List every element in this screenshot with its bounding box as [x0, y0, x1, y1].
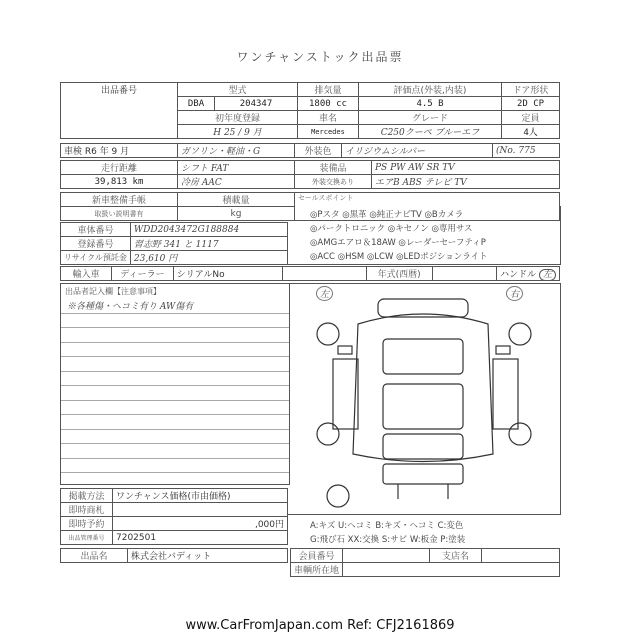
blank-cell: [283, 267, 366, 281]
date-label: 出品管理番号: [61, 531, 113, 545]
equipment-label: 装備品: [295, 161, 372, 175]
wheel-fl: [317, 323, 339, 345]
notes-line-1: ※各種傷・ヘコミ有り AW傷有: [61, 299, 289, 314]
notes-line: [61, 386, 289, 401]
diagram-right-label: 右: [506, 286, 523, 301]
first-reg-value: H 25 / 9 月: [178, 125, 298, 139]
membership-label: 会員番号: [291, 549, 343, 563]
notes-title: 出品者記入欄【注意事項】: [65, 287, 161, 296]
sales-point-1: ◎Pスタ ◎黒革 ◎純正ナビTV ◎Bカメラ: [310, 210, 464, 220]
color-number: (No. 775: [493, 144, 560, 158]
spec-table: [60, 82, 560, 139]
notes-line: [61, 415, 289, 430]
notes-line: [61, 430, 289, 445]
notes-line: [61, 328, 289, 343]
year-value: [432, 267, 496, 281]
notes-box: [60, 283, 290, 485]
first-reg-label: 初年度登録: [178, 111, 298, 125]
roof-shape: [383, 384, 463, 429]
member-table: [290, 548, 560, 577]
mileage-table: [60, 160, 560, 189]
handle-value: 左: [539, 269, 556, 281]
notes-lines: [61, 299, 289, 473]
location-label: 車輌所在地: [291, 563, 343, 577]
reg-value: 習志野 341 と 1117: [130, 237, 287, 251]
method-label: 掲載方法: [61, 489, 113, 503]
grade-value: C250クーペ ブルーエフ: [358, 125, 501, 139]
wheel-rr: [509, 423, 531, 445]
name-label: 車名: [298, 111, 359, 125]
capacity-label: 定員: [502, 111, 560, 125]
handle-cell: [497, 267, 560, 281]
notes-line: [61, 459, 289, 474]
seller-table: [60, 548, 288, 563]
record-label: 新車整備手帳: [61, 193, 178, 207]
shift-text: FAT: [210, 164, 229, 174]
recycle-value: 23,610 円: [130, 251, 287, 265]
sheet-title: ワンチャンストック出品票: [236, 50, 404, 64]
spare-tire: [327, 485, 349, 507]
year-label: 年式(西暦): [366, 267, 432, 281]
handle-label: ハンドル: [500, 270, 537, 280]
notes-line: [61, 343, 289, 358]
mirror-right: [496, 346, 510, 354]
displacement-label: 排気量: [298, 83, 359, 97]
sales-point-3: ◎AMGエアロ＆18AW ◎レーダーセーフティP: [310, 238, 486, 248]
model-value: 204347: [215, 97, 298, 111]
ac-value: AAC: [201, 178, 222, 188]
seller-name-value: 株式会社バディット: [128, 549, 288, 563]
dealer-label: ディーラー: [112, 267, 174, 281]
sales-points-box: [288, 206, 561, 265]
price-table: [60, 488, 288, 545]
membership-value: [343, 549, 430, 563]
flag1-value: [113, 503, 288, 517]
footer-ref: www.CarFromJapan.com Ref: CFJ2161869: [185, 618, 455, 633]
chassis-table: [60, 222, 288, 265]
chassis-label: 車体番号: [61, 223, 131, 237]
weight-label: 積載量: [178, 193, 295, 207]
sales-point-4: ◎ACC ◎HSM ◎LCW ◎LEDポジションライト: [310, 252, 488, 262]
serial-label: シリアルNo: [173, 267, 282, 281]
displacement-value: 1800 cc: [298, 97, 359, 111]
windshield-shape: [383, 339, 463, 374]
model-prefix: DBA: [178, 97, 215, 111]
branch-label: 支店名: [430, 549, 482, 563]
flag1-label: 即時商札: [61, 503, 113, 517]
mirror-left: [338, 346, 352, 354]
wheel-rl: [317, 423, 339, 445]
shift-value: [178, 161, 295, 175]
model-label: 型式: [178, 83, 298, 97]
lot-number-cell: [61, 83, 178, 139]
notes-line: [61, 401, 289, 416]
door-value: 2D CP: [502, 97, 560, 111]
name-value: Mercedes: [298, 125, 359, 139]
lot-label: 出品番号: [100, 86, 137, 96]
car-diagram: [288, 284, 560, 514]
date-value: 7202501: [113, 531, 288, 545]
wheel-fr: [509, 323, 531, 345]
method-value: ワンチャンス価格(市由価格): [113, 489, 288, 503]
notes-line: [61, 314, 289, 329]
grade-eval-label: 評価点(外装,内装): [358, 83, 501, 97]
equipment-row1: PS PW AW SR TV: [372, 161, 560, 175]
legend-row-2: G:飛び石 XX:交換 S:サビ W:板金 P:塗装: [310, 535, 466, 545]
import-table: [60, 266, 560, 281]
notes-line: [61, 372, 289, 387]
mileage-value: 39,813 km: [61, 175, 178, 189]
inspection-label: 車検 R6 年 9 月: [61, 144, 178, 158]
color-value: イリジウムシルバー: [342, 144, 493, 158]
inspection-table: [60, 143, 560, 158]
grade-label: グレード: [358, 111, 501, 125]
mileage-label: 走行距離: [61, 161, 178, 175]
equipment-row2: エアB ABS テレビ TV: [372, 175, 560, 189]
sales-points-label: セールスポイント: [295, 193, 560, 221]
notes-line: [61, 444, 289, 459]
capacity-value: 4人: [502, 125, 560, 139]
color-label: 外装色: [295, 144, 342, 158]
shift-label: シフト: [181, 164, 209, 174]
diagram-left-label: 左: [316, 286, 333, 301]
ac-label: 冷房: [181, 178, 200, 188]
fuel-value: ガソリン・軽油・G: [178, 144, 295, 158]
flag2-label: 即時予約: [61, 517, 113, 531]
reg-label: 登録番号: [61, 237, 131, 251]
record-sub: 取扱い説明書有: [61, 207, 178, 221]
import-label: 輸入車: [61, 267, 112, 281]
body-outline: [353, 314, 493, 462]
sales-point-2: ◎パークトロニック ◎キセノン ◎専用サス: [310, 224, 473, 234]
grade-eval-value: 4.5 B: [358, 97, 501, 111]
equipment-row2-label: 外装交換あり: [295, 175, 372, 189]
price-value: ,000円: [113, 517, 288, 531]
ac-cell: [178, 175, 295, 189]
chassis-value: WDD2043472G188884: [130, 223, 287, 237]
weight-unit: kg: [178, 207, 295, 221]
recycle-label: リサイクル預託金: [61, 251, 131, 265]
notes-line: [61, 357, 289, 372]
door-label: ドア形状: [502, 83, 560, 97]
rear-bumper-shape: [383, 464, 463, 484]
branch-value: [482, 549, 560, 563]
right-side-shape: [493, 359, 518, 429]
location-value: [343, 563, 560, 577]
diagram-box: [288, 283, 561, 515]
legend-row-1: A:キズ U:ヘコミ B:キズ・ヘコミ C:変色: [310, 521, 464, 531]
seller-name-label: 出品名: [61, 549, 128, 563]
rear-window-shape: [383, 434, 463, 459]
